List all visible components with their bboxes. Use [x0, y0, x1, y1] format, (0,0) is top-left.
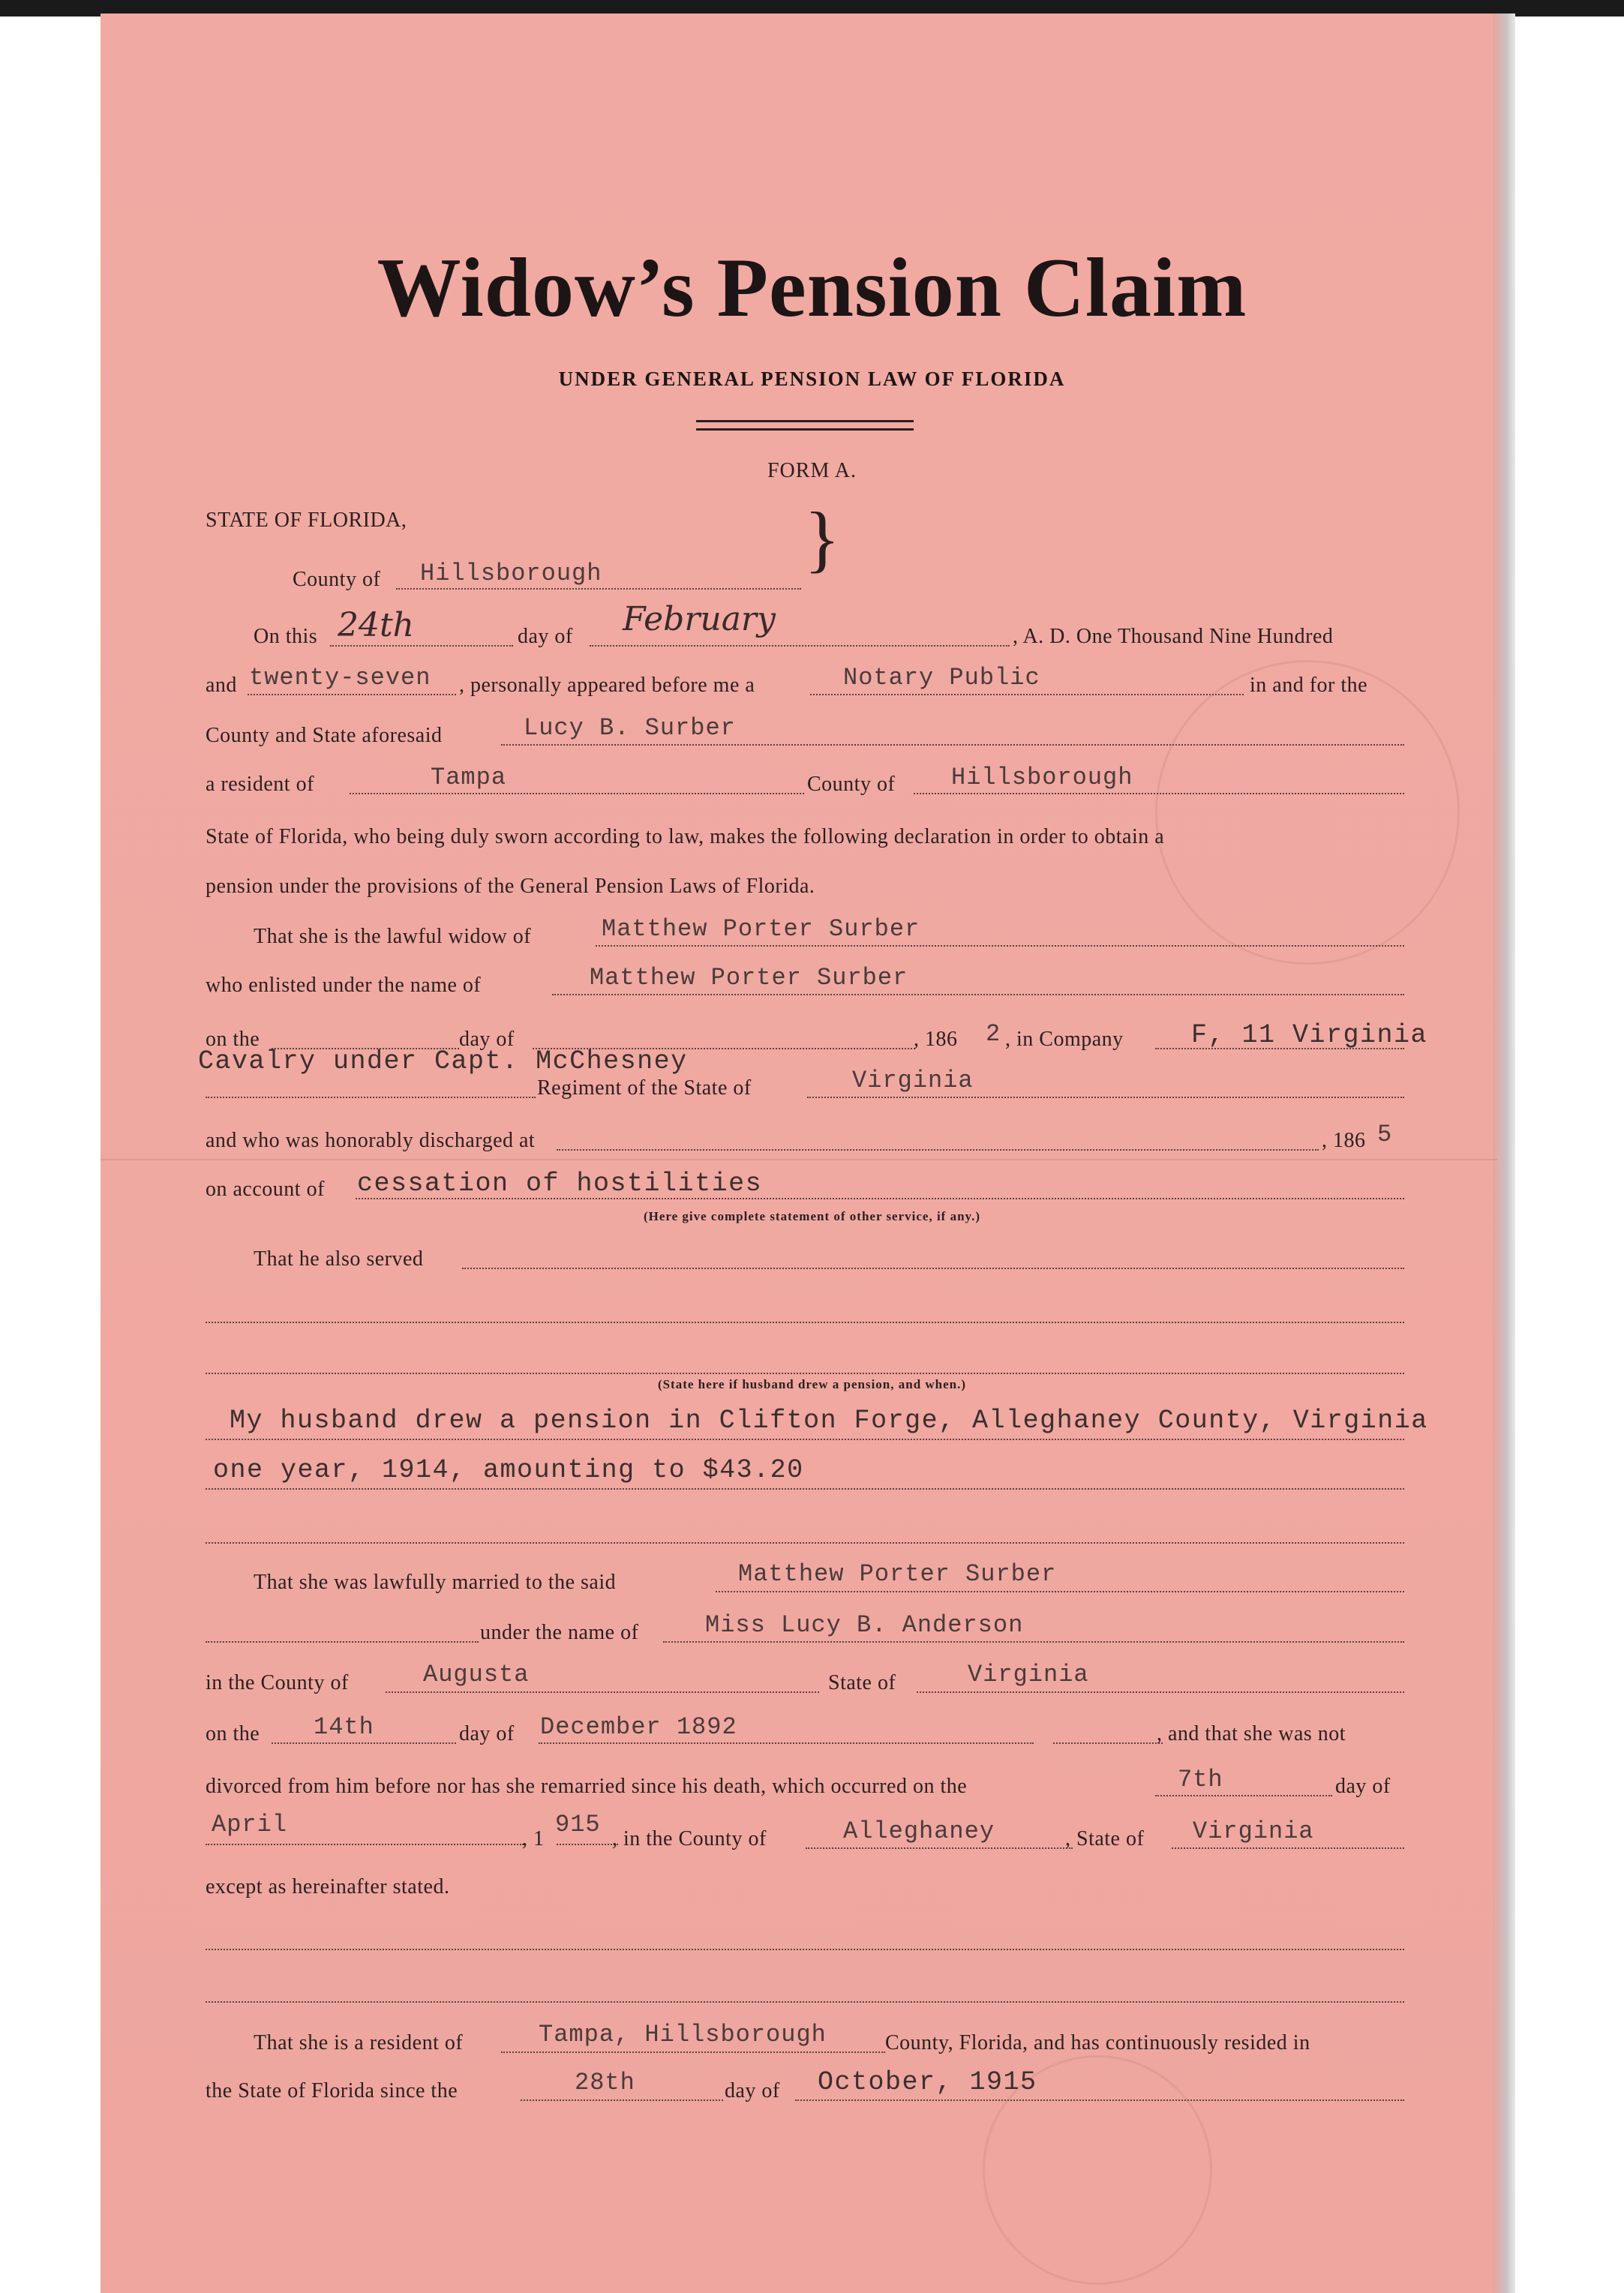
- regiment-field: [206, 1097, 536, 1098]
- label-discharged: and who was honorably discharged at: [206, 1129, 536, 1152]
- pension-field: [206, 1542, 1404, 1544]
- marriage-county-value: Augusta: [423, 1661, 530, 1688]
- title-rule: [696, 428, 914, 431]
- document-title: Widow’s Pension Claim: [377, 242, 1247, 335]
- declaration-line-2: pension under the provisions of the General Pension Laws of Florida.: [206, 875, 815, 898]
- document-page: [101, 14, 1497, 2293]
- death-state-field: [1172, 1847, 1404, 1849]
- death-day-field: [1155, 1795, 1332, 1796]
- marriage-day-value: 14th: [314, 1713, 374, 1741]
- label-on-the-3: on the: [206, 1722, 260, 1745]
- county-label: County of: [293, 568, 381, 591]
- label-enlisted: who enlisted under the name of: [206, 974, 482, 997]
- label-day-of-3: day of: [459, 1722, 515, 1745]
- husband-field: [596, 945, 1404, 947]
- label-in-and-for: in and for the: [1250, 674, 1368, 697]
- regiment-state-field: [807, 1097, 1404, 1098]
- claimant-value: Lucy B. Surber: [524, 714, 736, 742]
- label-also-served: That he also served: [254, 1247, 424, 1271]
- label-except: except as hereinafter stated.: [206, 1875, 450, 1898]
- label-county-of: County of: [807, 773, 896, 796]
- pension-field: [206, 1439, 1404, 1440]
- day-field: [330, 645, 513, 647]
- label-not-divorced: , and that she was not: [1157, 1722, 1346, 1745]
- label-regiment: Regiment of the State of: [537, 1076, 752, 1100]
- enlisted-field: [552, 994, 1404, 995]
- death-state-value: Virginia: [1193, 1817, 1314, 1845]
- declaration-line-1: State of Florida, who being duly sworn according to law, makes the following declaration in order to obtain a: [206, 825, 1165, 848]
- label-in-county-of: , in the County of: [612, 1827, 767, 1850]
- since-day-value: 28th: [575, 2069, 635, 2096]
- death-month-field: [206, 1844, 524, 1845]
- county-value: Hillsborough: [420, 560, 602, 587]
- note-pension: (State here if husband drew a pension, and when.): [657, 1377, 967, 1391]
- label-day-of-death: day of: [1335, 1775, 1391, 1798]
- day-handwritten: 24th: [338, 606, 415, 644]
- since-day-field: [521, 2099, 723, 2101]
- cavalry-value: Cavalry under Capt. McChesney: [198, 1046, 688, 1076]
- label-county-state: County and State aforesaid: [206, 724, 443, 747]
- label-appeared: , personally appeared before me a: [459, 674, 755, 697]
- label-county-florida: County, Florida, and has continuously resided in: [885, 2031, 1310, 2054]
- marriage-date-value: December 1892: [540, 1713, 737, 1741]
- label-widow-of: That she is the lawful widow of: [254, 925, 532, 948]
- state-heading: STATE OF FLORIDA,: [206, 509, 407, 532]
- death-year-value: 915: [555, 1811, 601, 1838]
- company-value: F, 11 Virginia: [1191, 1020, 1428, 1050]
- label-day-of-since: day of: [725, 2079, 780, 2102]
- death-day-value: 7th: [1178, 1766, 1223, 1793]
- resident-value: Tampa: [431, 764, 507, 791]
- year-field: [248, 694, 456, 695]
- label-ad: , A. D. One Thousand Nine Hundred: [1013, 625, 1334, 648]
- label-death-year: , 1: [522, 1827, 545, 1850]
- county-field: [396, 588, 801, 590]
- label-on-the: on the: [206, 1028, 260, 1051]
- label-under-name: under the name of: [480, 1621, 639, 1644]
- death-year-field: [557, 1844, 618, 1845]
- marriage-extra-field: [1053, 1742, 1163, 1744]
- form-label: FORM A.: [767, 459, 857, 482]
- page-edge: [1493, 14, 1515, 2293]
- label-and: and: [206, 674, 237, 697]
- label-resident-since: That she is a resident of: [254, 2031, 464, 2054]
- maiden-value: Miss Lucy B. Anderson: [705, 1611, 1024, 1639]
- residence-value: Tampa, Hillsborough: [539, 2021, 827, 2048]
- fold-crease: [101, 1159, 1497, 1160]
- marriage-state-value: Virginia: [968, 1661, 1089, 1688]
- label-on-this: On this: [254, 625, 318, 648]
- also-served-field: [206, 1373, 1404, 1374]
- also-served-field: [206, 1322, 1404, 1323]
- label-186-discharge: , 186: [1322, 1129, 1366, 1152]
- marriage-state-field: [917, 1691, 1404, 1693]
- label-married-to: That she was lawfully married to the said: [254, 1571, 617, 1594]
- month-handwritten: February: [623, 600, 776, 638]
- discharge-place-field: [557, 1149, 1319, 1151]
- label-state-of-death: , State of: [1065, 1827, 1145, 1850]
- year-value: twenty-seven: [249, 664, 431, 692]
- death-county-value: Alleghaney: [843, 1817, 995, 1845]
- regiment-state-value: Virginia: [852, 1067, 974, 1094]
- married-field: [716, 1591, 1404, 1592]
- resident-field: [350, 793, 804, 794]
- label-state-of: State of: [828, 1671, 896, 1694]
- marriage-date-field: [539, 1742, 1034, 1744]
- brace: }: [804, 497, 840, 580]
- month-field: [590, 645, 1010, 647]
- label-on-account: on account of: [206, 1178, 325, 1201]
- label-186: , 186: [914, 1028, 958, 1051]
- death-month-value: April: [212, 1811, 288, 1838]
- married-value: Matthew Porter Surber: [738, 1560, 1057, 1588]
- enlist-year-value: 2: [986, 1020, 1001, 1048]
- title-rule: [696, 420, 914, 422]
- discharge-year-value: 5: [1377, 1121, 1393, 1148]
- residence-field: [501, 2051, 885, 2053]
- pension-line-2: one year, 1914, amounting to $43.20: [213, 1455, 804, 1485]
- account-value: cessation of hostilities: [357, 1169, 763, 1199]
- claimant-field: [501, 744, 1404, 746]
- seal-stamp: [1155, 660, 1460, 965]
- label-since-the: the State of Florida since the: [206, 2079, 458, 2102]
- label-resident-of: a resident of: [206, 773, 314, 796]
- marriage-county-field: [386, 1691, 819, 1693]
- document-subtitle: UNDER GENERAL PENSION LAW OF FLORIDA: [558, 368, 1066, 390]
- death-county-field: [806, 1847, 1073, 1849]
- label-in-county: in the County of: [206, 1671, 349, 1694]
- resident-county-field: [914, 793, 1404, 794]
- since-date-field: [795, 2099, 1404, 2101]
- also-served-field: [462, 1268, 1404, 1269]
- except-field: [206, 1949, 1404, 1950]
- resident-county-value: Hillsborough: [951, 764, 1133, 791]
- marriage-day-field: [272, 1742, 456, 1744]
- label-in-company: , in Company: [1005, 1028, 1124, 1051]
- pension-field: [206, 1488, 1404, 1490]
- label-day-of: day of: [518, 625, 573, 648]
- officer-field: [810, 694, 1244, 695]
- since-date-value: October, 1915: [818, 2067, 1037, 2097]
- divorce-statement: divorced from him before nor has she remarried since his death, which occurred on the: [206, 1775, 968, 1798]
- husband-value: Matthew Porter Surber: [602, 915, 920, 943]
- note-other-service: (Here give complete statement of other service, if any.): [643, 1209, 981, 1223]
- married-name-prefix-field: [206, 1641, 479, 1643]
- enlisted-value: Matthew Porter Surber: [590, 964, 908, 992]
- except-field: [206, 2001, 1404, 2003]
- pension-line-1: My husband drew a pension in Clifton Forge, Alleghaney County, Virginia: [230, 1406, 1428, 1436]
- maiden-field: [663, 1641, 1404, 1643]
- label-day-of: day of: [459, 1028, 515, 1051]
- officer-value: Notary Public: [843, 664, 1040, 692]
